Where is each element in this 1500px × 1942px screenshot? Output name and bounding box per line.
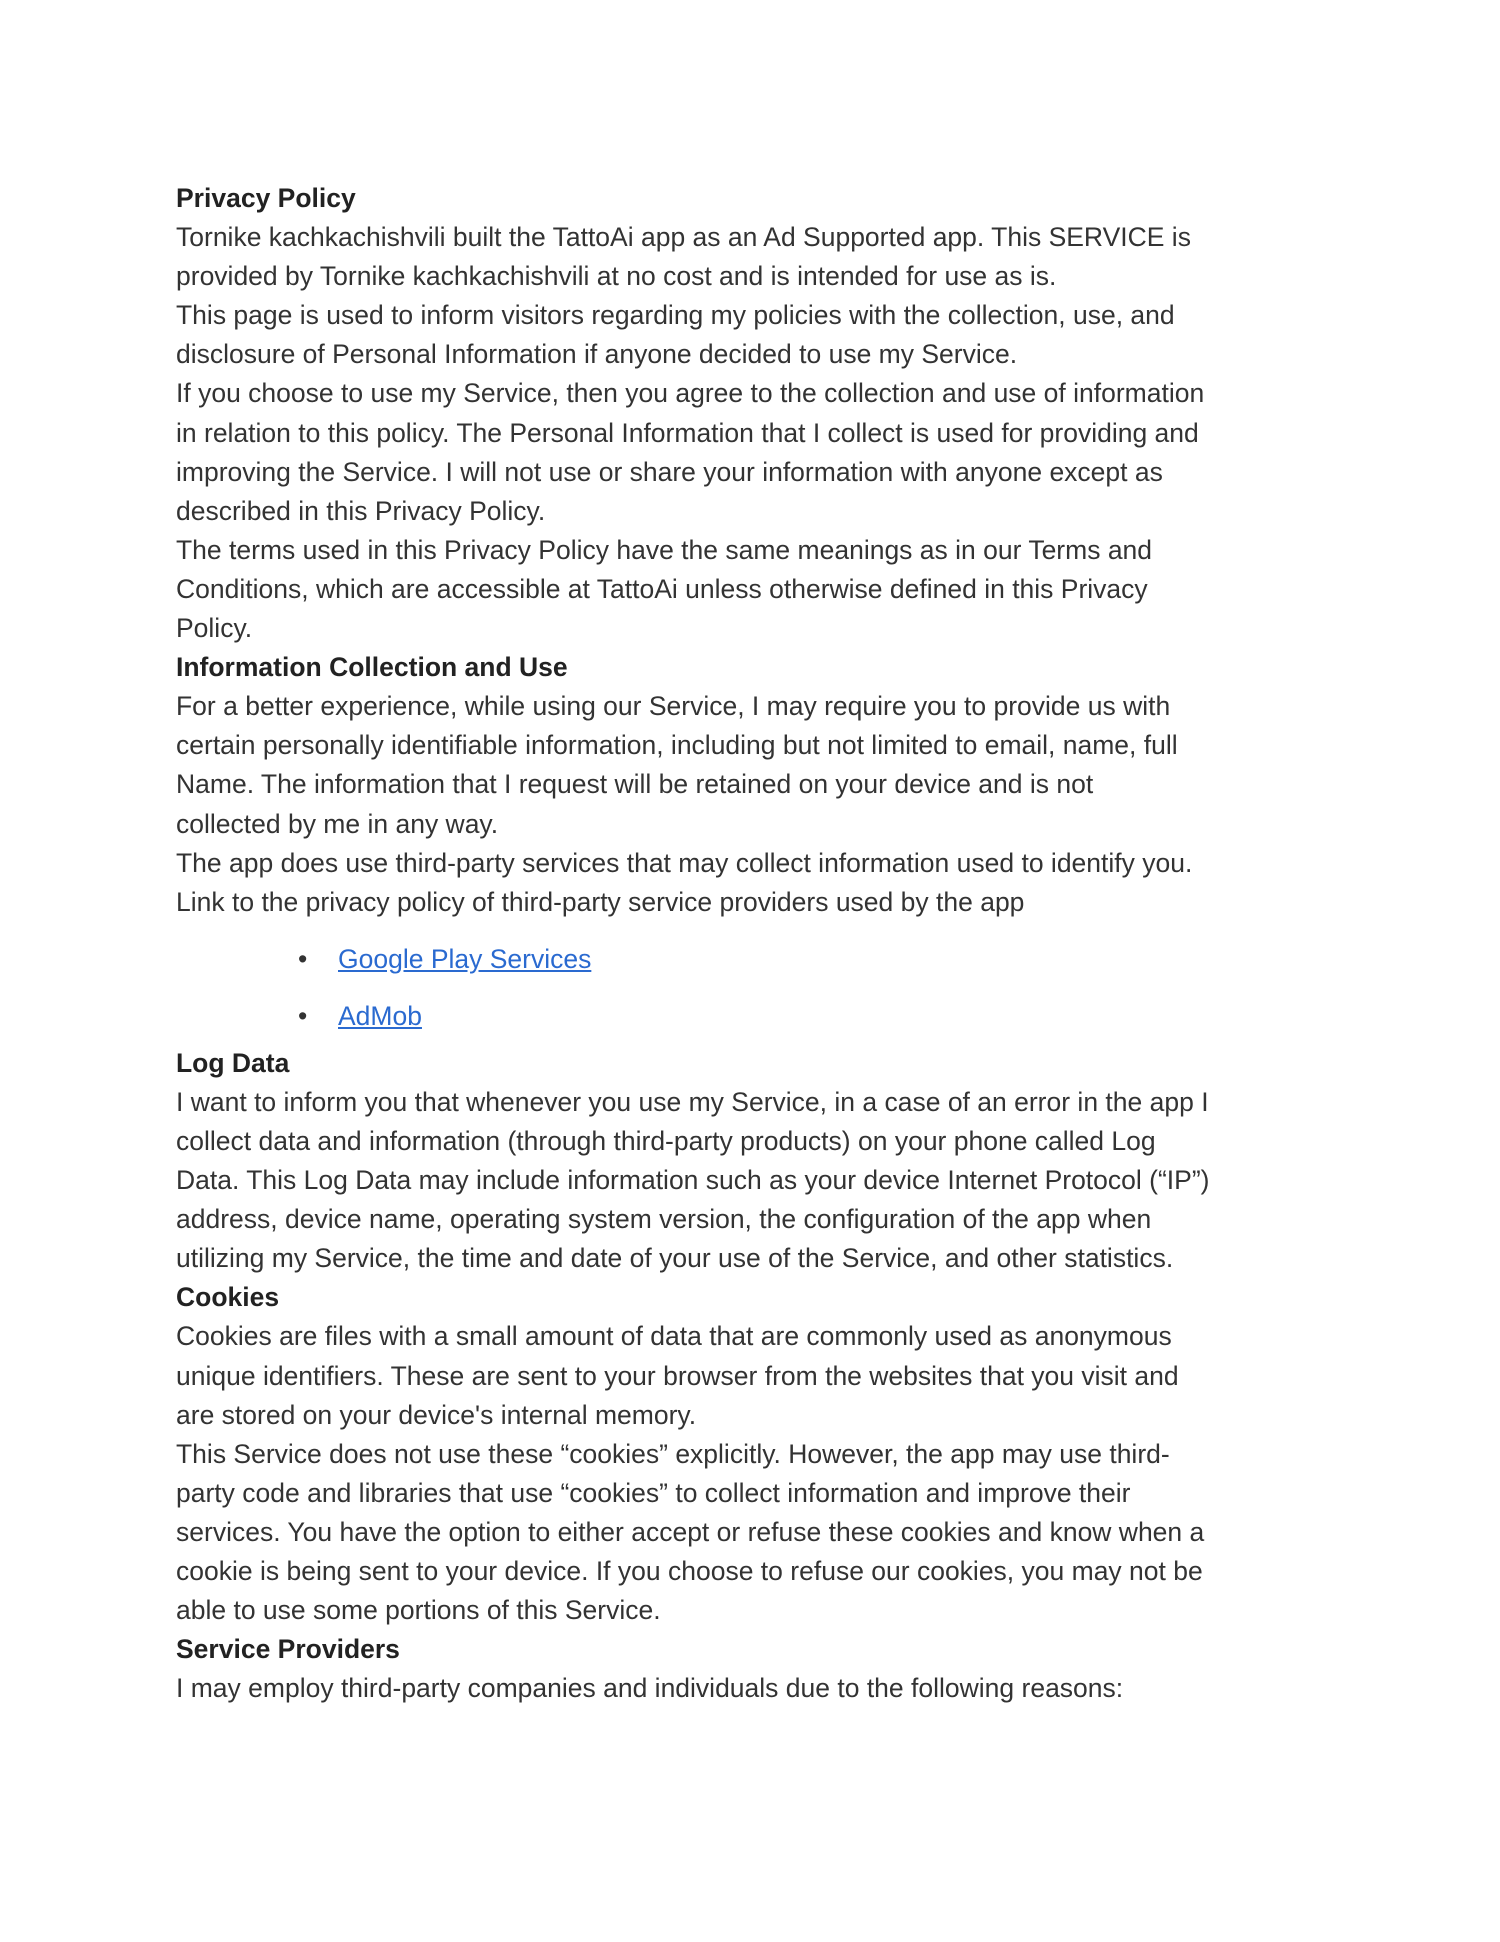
section-heading: Privacy Policy: [176, 183, 356, 213]
paragraph-line: services. You have the option to either accept or refuse these cookies and know when a: [176, 1516, 1205, 1547]
third-party-links-list: [176, 931, 1336, 1045]
paragraph-line: Cookies are files with a small amount of data that are commonly used as anonymous: [176, 1321, 1172, 1352]
section-privacy-policy: [176, 179, 1336, 648]
paragraph-line: If you choose to use my Service, then you agree to the collection and use of information: [176, 378, 1205, 409]
paragraph-line: able to use some portions of this Service.: [176, 1595, 661, 1626]
paragraph-line: This page is used to inform visitors regarding my policies with the collection, use, and: [176, 300, 1175, 331]
paragraph-line: The app does use third-party services that may collect information used to identify you.: [176, 847, 1193, 878]
paragraph-line: certain personally identifiable information, including but not limited to email, name, full: [176, 730, 1178, 761]
paragraph-line: in relation to this policy. The Personal Information that I collect is used for providing and: [176, 417, 1199, 448]
bullet-icon: •: [298, 1000, 308, 1031]
paragraph-line: described in this Privacy Policy.: [176, 495, 546, 526]
paragraph-line: collect data and information (through third-party products) on your phone called Log: [176, 1125, 1156, 1156]
paragraph-line: Conditions, which are accessible at TattoAi unless otherwise defined in this Privacy: [176, 573, 1148, 604]
paragraph-line: cookie is being sent to your device. If you choose to refuse our cookies, you may not be: [176, 1556, 1203, 1586]
paragraph-line: Data. This Log Data may include information such as your device Internet Protocol (“IP”): [176, 1165, 1210, 1196]
paragraph-line: address, device name, operating system version, the configuration of the app when: [176, 1204, 1152, 1235]
section-heading: Information Collection and Use: [176, 652, 568, 683]
paragraph-line: The terms used in this Privacy Policy have the same meanings as in our Terms and: [176, 534, 1153, 565]
list-item: [176, 931, 1336, 988]
paragraph-line: collected by me in any way.: [176, 808, 499, 839]
paragraph-line: are stored on your device's internal memory.: [176, 1399, 697, 1430]
paragraph-line: This Service does not use these “cookies” explicitly. However, the app may use third-: [176, 1438, 1170, 1469]
paragraph-line: provided by Tornike kachkachishvili at no cost and is intended for use as is.: [176, 261, 1057, 292]
section-log-data: [176, 1044, 1336, 1279]
section-service-providers: [176, 1630, 1336, 1708]
bullet-icon: •: [298, 943, 308, 974]
section-information-collection: [176, 648, 1336, 922]
paragraph-line: Name. The information that I request will be retained on your device and is not: [176, 769, 1094, 800]
paragraph-line: For a better experience, while using our Service, I may require you to provide us with: [176, 691, 1171, 722]
admob-link[interactable]: AdMob: [338, 1000, 422, 1031]
paragraph-line: disclosure of Personal Information if anyone decided to use my Service.: [176, 339, 1018, 370]
privacy-policy-document: [176, 179, 1336, 1708]
list-item: [176, 988, 1336, 1045]
paragraph-line: Policy.: [176, 613, 253, 644]
section-heading: Log Data: [176, 1047, 290, 1078]
google-play-services-link[interactable]: Google Play Services: [338, 943, 592, 974]
paragraph-line: party code and libraries that use “cookies” to collect information and improve their: [176, 1477, 1131, 1508]
paragraph-line: Link to the privacy policy of third-party service providers used by the app: [176, 886, 1025, 917]
paragraph-line: Tornike kachkachishvili built the TattoAi app as an Ad Supported app. This SERVICE is: [176, 222, 1191, 253]
section-heading: Service Providers: [176, 1634, 400, 1665]
paragraph-line: I may employ third-party companies and individuals due to the following reasons:: [176, 1673, 1124, 1704]
paragraph-line: improving the Service. I will not use or share your information with anyone except as: [176, 456, 1163, 487]
section-heading: Cookies: [176, 1282, 280, 1313]
paragraph-line: I want to inform you that whenever you use my Service, in a case of an error in the app I: [176, 1086, 1209, 1117]
section-cookies: [176, 1278, 1336, 1630]
paragraph-line: unique identifiers. These are sent to your browser from the websites that you visit and: [176, 1360, 1179, 1391]
paragraph-line: utilizing my Service, the time and date of your use of the Service, and other statistics.: [176, 1243, 1174, 1274]
